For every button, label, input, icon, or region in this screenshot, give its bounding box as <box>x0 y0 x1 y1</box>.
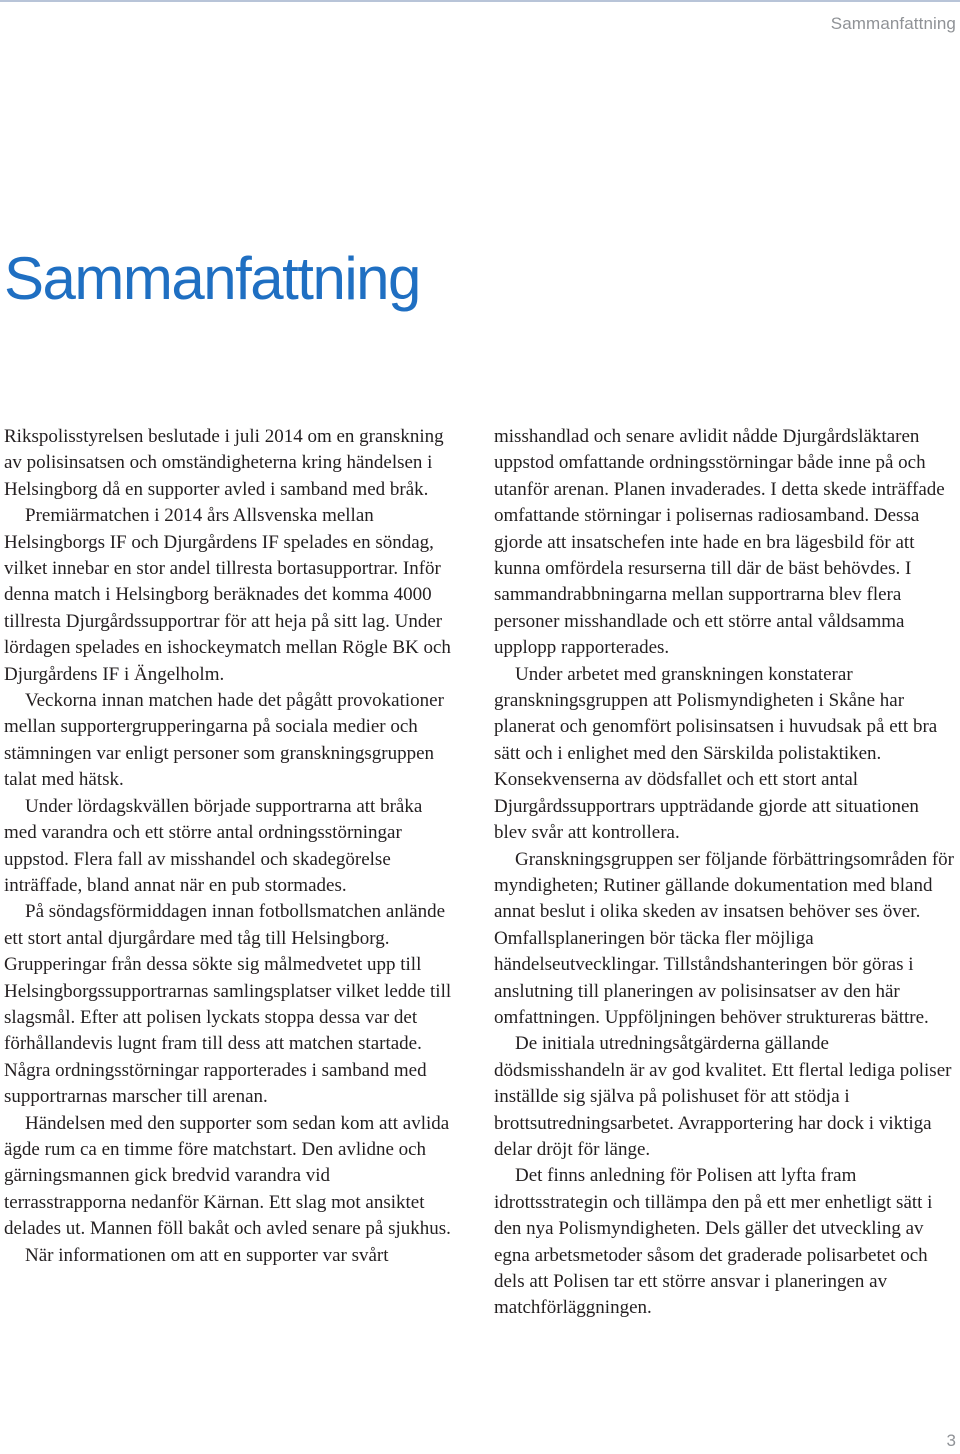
paragraph: När informationen om att en supporter var svårt <box>25 1244 389 1266</box>
paragraph: Händelsen med den supporter som sedan kom att avlida ägde rum ca en timme före matchstart. Den avlidne och gärningsmannen gick bredvid varandra vid terrasstrapporna nedanför Kärnan. Ett slag mot ansiktet delades ut. Mannen föll bakåt och avled senare på sjukhus. <box>4 1112 451 1240</box>
paragraph: På söndagsförmiddagen innan fotbollsmatchen anlände ett stort antal djurgårdare med tåg till Helsingborg. Grupperingar från dessa sökte sig målmedvetet upp till Helsingborgssupportrarnas samlingsplatser vilket ledde till slagsmål. Efter att polisen lyckats stoppa dessa var det förhållandevis lugnt fram till dess att matchen startade. Några ordningsstörningar rapporterades i samband med supportrarnas marscher till arenan. <box>4 901 452 1108</box>
paragraph: misshandlad och senare avlidit nådde Djurgårdsläktaren uppstod omfattande ordningsstörningar både inne på och utanför arenan. Planen invaderades. I detta skede inträffade omfattande störningar i polisernas radiosamband. Dessa gjorde att insatschefen inte hade en bra lägesbild för att kunna omfördela resurserna till där de bäst behövdes. I sammandrabbningarna mellan supportrarna blev flera personer misshandlade och ett större antal våldsamma upplopp rapporterades. <box>494 426 945 659</box>
paragraph: Rikspolisstyrelsen beslutade i juli 2014 om en granskning av polisinsatsen och omständigheterna kring händelsen i Helsingborg då en supporter avled i samband med bråk. <box>4 426 444 500</box>
paragraph: Granskningsgruppen ser följande förbättringsområden för myndigheten; Rutiner gällande dokumentation med bland annat beslut i olika skeden av insatsen behöver ses över. Omfallsplaneringen bör täcka fler möjliga händelseutvecklingar. Tillståndshanteringen bör göras i anslutning till planeringen av polisinsatser av den här omfattningen. Uppföljningen behöver struktureras bättre. <box>494 848 954 1028</box>
running-header: Sammanfattning <box>830 14 956 33</box>
page-number: 3 <box>946 1431 956 1450</box>
paragraph: Under lördagskvällen började supportrarna att bråka med varandra och ett större antal ordningsstörningar uppstod. Flera fall av misshandel och skadegörelse inträffade, bland annat när en pub stormades. <box>4 795 423 896</box>
top-rule <box>0 0 960 2</box>
paragraph: Under arbetet med granskningen konstaterar granskningsgruppen att Polismyndigheten i Skåne har planerat och genomfört polisinsatsen i huvudsak på ett bra sätt och i enlighet med den Särskilda polistaktiken. Konsekvenserna av dödsfallet och ett stort antal Djurgårdssupportrars uppträdande gjorde att situationen blev svår att kontrollera. <box>494 663 938 844</box>
paragraph: Det finns anledning för Polisen att lyfta fram idrottsstrategin och tillämpa den på ett mer enhetligt sätt i den nya Polismyndigheten. Dels gäller det utveckling av egna arbetsmetoder såsom det graderade polisarbetet och dels att Polisen tar ett större ansvar i planeringen av matchförläggningen. <box>494 1165 933 1319</box>
right-column <box>494 424 956 1322</box>
page-title: Sammanfattning <box>4 245 420 312</box>
paragraph: De initiala utredningsåtgärderna gällande dödsmisshandeln är av god kvalitet. Ett flertal lediga poliser inställde sig själva på polishuset för att stödja i brottsutredningsarbetet. Avrapportering har dock i viktiga delar dröjt för länge. <box>494 1033 952 1160</box>
left-column <box>4 424 456 1269</box>
paragraph: Veckorna innan matchen hade det pågått provokationer mellan supportergrupperingarna på sociala medier och stämningen var enligt personer som granskningsgruppen talat med hätsk. <box>4 690 444 791</box>
paragraph: Premiärmatchen i 2014 års Allsvenska mellan Helsingborgs IF och Djurgårdens IF spelades en söndag, vilket innebar en stor andel tillresta bortasupportrar. Inför denna match i Helsingborg beräknades det komma 4000 tillresta Djurgårdssupportrar för att heja på sitt lag. Under lördagen spelades en ishockeymatch mellan Rögle BK och Djurgårdens IF i Ängelholm. <box>4 505 451 685</box>
